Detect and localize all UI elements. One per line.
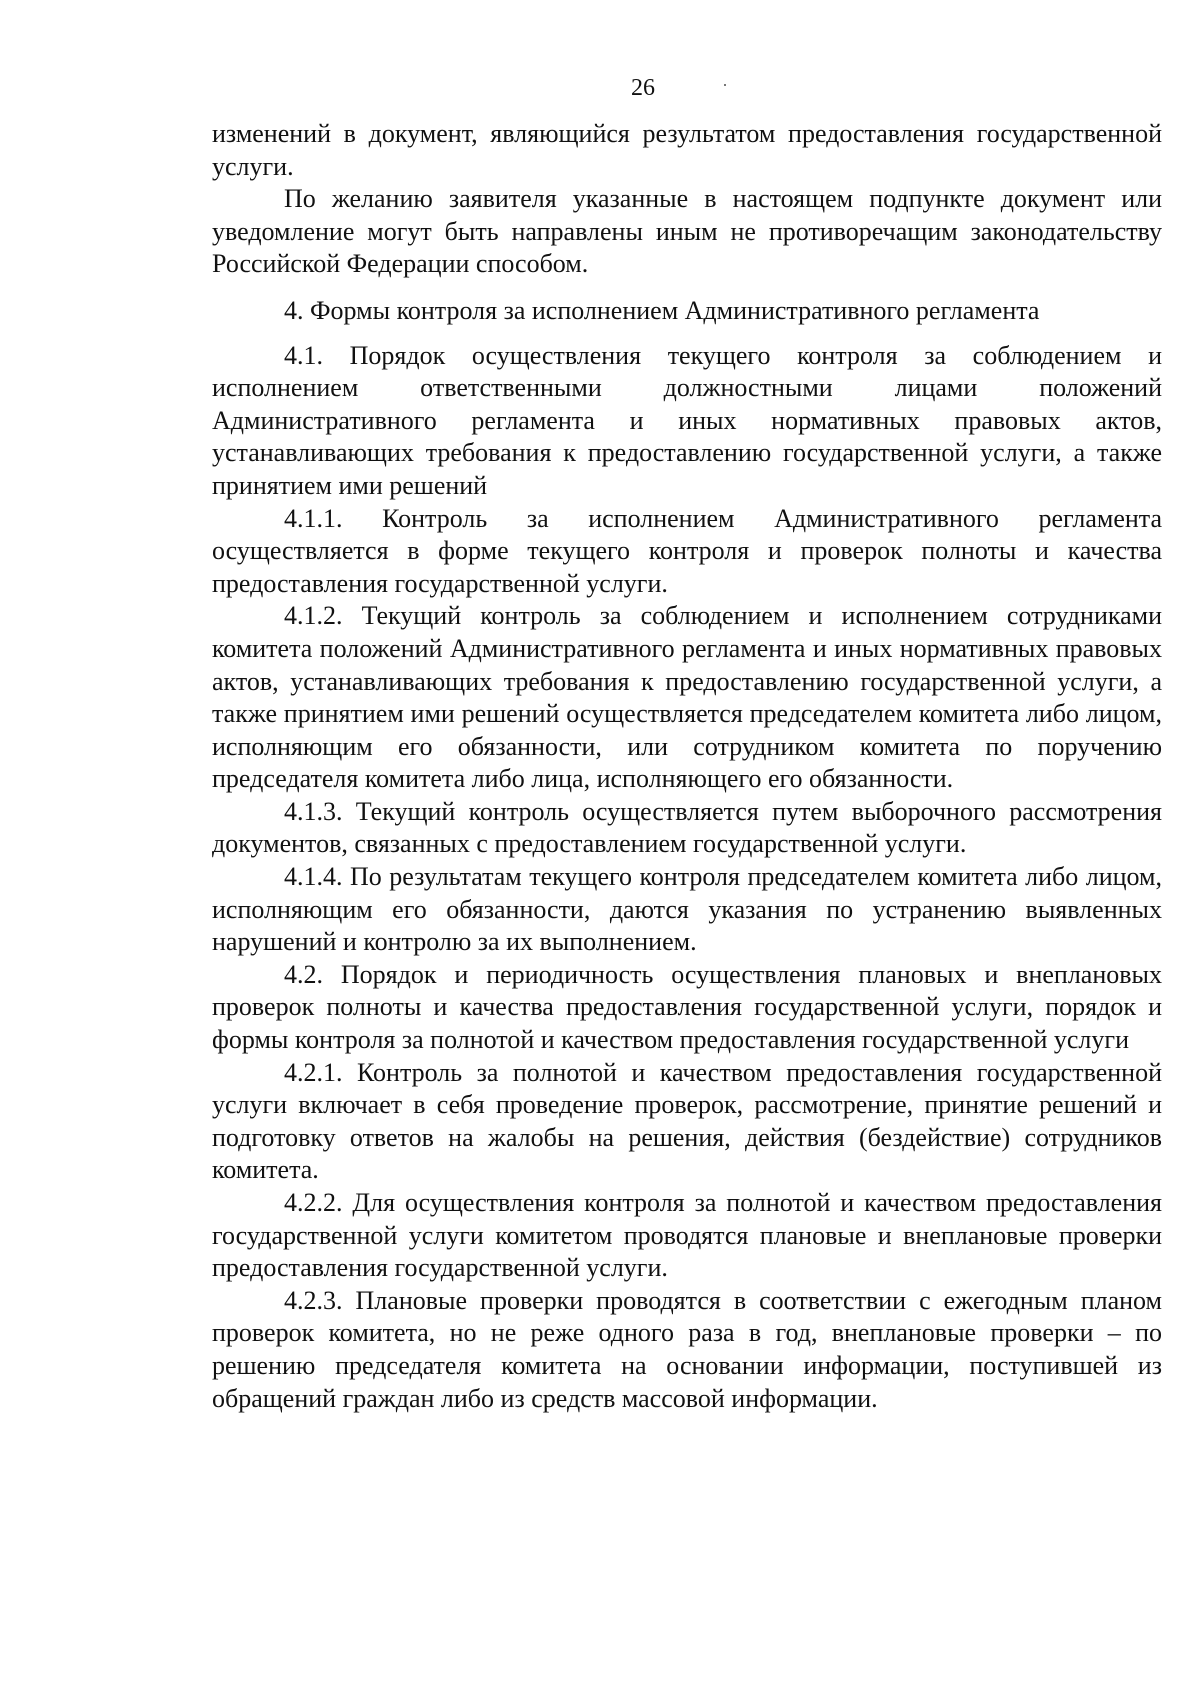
- clause-4-1-3: 4.1.3. Текущий контроль осуществляется путем выборочного рассмотрения документов, связанных с предоставлением государственной услуги.: [212, 796, 1162, 859]
- page-number: [0, 72, 1200, 104]
- document-body: [212, 118, 1162, 1415]
- subsection-4-1: 4.1. Порядок осуществления текущего контроля за соблюдением и исполнением ответственными должностными лицами положений Административного регламента и иных нормативных правовых актов, устанавливающих требования к предоставлению государственной услуги, а также принятием ими решений: [212, 340, 1162, 500]
- clause-4-2-1: 4.2.1. Контроль за полнотой и качеством предоставления государственной услуги включает в себя проведение проверок, рассмотрение, принятие решений и подготовку ответов на жалобы на решения, действия (бездействие) сотрудников комитета.: [212, 1057, 1162, 1185]
- subsection-4-2: 4.2. Порядок и периодичность осуществления плановых и внеплановых проверок полноты и качества предоставления государственной услуги, порядок и формы контроля за полнотой и качеством предоставления государственной услуги: [212, 959, 1162, 1055]
- scan-speck: [724, 84, 726, 86]
- clause-4-2-2: 4.2.2. Для осуществления контроля за полнотой и качеством предоставления государственной услуги комитетом проводятся плановые и внеплановые проверки предоставления государственной услуги.: [212, 1188, 1162, 1283]
- page-number-text: 26: [631, 75, 655, 101]
- clause-4-1-1: 4.1.1. Контроль за исполнением Административного регламента осуществляется в форме текущего контроля и проверок полноты и качества предоставления государственной услуги.: [212, 503, 1162, 598]
- clause-4-1-4: 4.1.4. По результатам текущего контроля председателем комитета либо лицом, исполняющим его обязанности, даются указания по устранению выявленных нарушений и контролю за их выполнением.: [212, 862, 1162, 957]
- section-heading: 4. Формы контроля за исполнением Административного регламента: [284, 295, 1040, 325]
- paragraph-continuation: изменений в документ, являющийся результатом предоставления государственной услуги.: [212, 119, 1162, 181]
- clause-4-1-2: 4.1.2. Текущий контроль за соблюдением и исполнением сотрудниками комитета положений Административного регламента и иных нормативных правовых актов, устанавливающих требования к предоставлению государственной услуги, а также принятием ими решений осуществляется председателем комитета либо лицом, исполняющим его обязанности, или сотрудником комитета по поручению председателя комитета либо лица, исполняющего его обязанности.: [212, 601, 1162, 794]
- paragraph-delivery-method: По желанию заявителя указанные в настоящем подпункте документ или уведомление могут быть направлены иным не противоречащим законодательству Российской Федерации способом.: [212, 184, 1162, 279]
- clause-4-2-3: 4.2.3. Плановые проверки проводятся в соответствии с ежегодным планом проверок комитета, но не реже одного раза в год, внеплановые проверки – по решению председателя комитета на основании информации, поступившей из обращений граждан либо из средств массовой информации.: [212, 1285, 1162, 1413]
